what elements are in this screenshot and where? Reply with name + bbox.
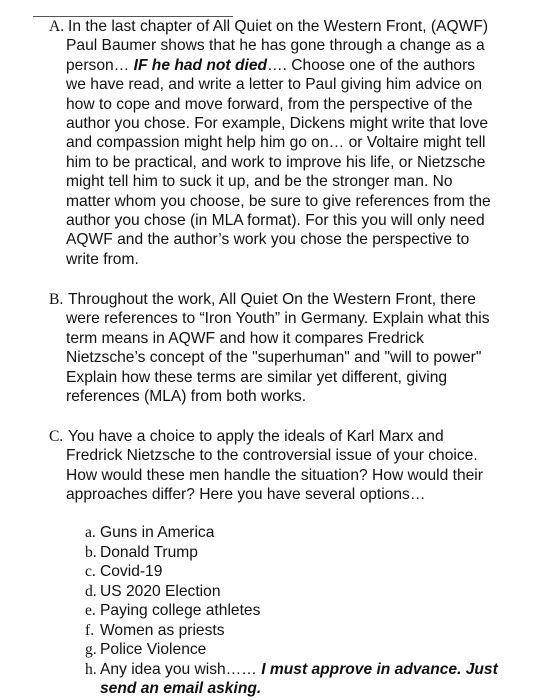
prompt-a-line: and compassion might help him go on… or Voltaire might tell [66,134,486,152]
option-item [85,621,545,641]
prompt-b-line: were references to “Iron Youth” in Germany. Explain what this [66,310,490,328]
prompt-a-line3-rest: Choose one of the authors [291,56,476,74]
prompt-a-line3-prefix: person… [66,56,134,74]
prompt-a-line: AQWF and the author’s work you chose the perspective to [66,231,470,249]
prompt-b-line: Nietzsche’s concept of the "superhuman" and "will to power" [66,349,482,367]
option-emphasis: I must approve in advance. Just [261,660,498,678]
prompt-c-line: Fredrick Nietzsche to the controversial issue of your choice. [66,447,478,465]
prompt-a-line: matter whom you choose, be sure to give references from the [66,192,491,210]
option-marker: e. [85,602,96,619]
prompt-a-line: author you chose (in MLA format). For this you will only need [66,212,485,230]
options-list [85,523,545,699]
option-marker: a. [85,524,96,541]
option-item [85,640,545,660]
prompt-a-marker: A. [49,18,65,35]
option-marker: h. [85,660,97,678]
prompt-c-line: How would these men handle the situation? How would their [66,466,483,484]
prompt-a-line: In the last chapter of All Quiet on the Western Front, (AQWF) [68,18,489,35]
prompt-a-line: write from. [66,250,139,268]
prompt-c-marker: C. [49,428,64,445]
option-marker: b. [85,543,97,561]
option-marker: d. [85,582,97,600]
prompt-c [49,427,539,505]
prompt-a [49,17,539,269]
option-marker: c. [85,563,96,580]
prompt-b-line: Explain how these terms are similar yet different, giving [66,368,448,386]
prompt-a-line: might tell him to suck it up, and be the stronger man. No [66,173,453,191]
option-emphasis-cont: send an email asking. [100,680,262,697]
option-marker: g. [85,641,97,658]
prompt-a-emphasis: IF he had not died [133,56,268,74]
prompt-a-line [49,56,539,75]
option-item [85,660,545,680]
prompt-a-line: author you chose. For example, Dickens might write that love [66,115,489,133]
prompt-b [49,290,539,406]
prompt-a-line: Paul Baumer shows that he has gone through a change as a [66,37,485,55]
prompt-b-marker: B. [49,291,64,308]
option-text: Women as priests [100,621,225,639]
prompt-a-line: him to be practical, and work to improve his life, or Nietzsche [66,153,486,171]
prompt-c-line: You have a choice to apply the ideals of Karl Marx and [68,428,444,445]
prompt-a-line: how to cope and move forward, from the perspective of the [66,95,473,113]
option-item [85,562,545,582]
option-text: Paying college athletes [100,602,261,619]
option-continuation [85,679,545,699]
option-text: Guns in America [100,524,215,541]
prompt-b-line: Throughout the work, All Quiet On the Western Front, there [68,291,476,308]
option-item [85,523,545,543]
option-text: Any idea you wish…… [100,660,262,678]
option-text: Police Violence [100,641,207,658]
option-marker: f. [85,621,95,639]
prompt-b-line: term means in AQWF and how it compares Fredrick [66,329,424,347]
option-text: US 2020 Election [100,582,221,600]
option-item [85,601,545,621]
prompt-b-line: references (MLA) from both works. [66,388,307,406]
option-text: Donald Trump [100,543,198,561]
option-text: Covid-19 [100,563,163,580]
option-item [85,582,545,602]
prompt-c-line: approaches differ? Here you have several options… [66,486,426,504]
option-item [85,543,545,563]
prompt-a-line: we have read, and write a letter to Paul giving him advice on [66,76,483,94]
prompt-a-line3-after: …. [267,56,292,74]
